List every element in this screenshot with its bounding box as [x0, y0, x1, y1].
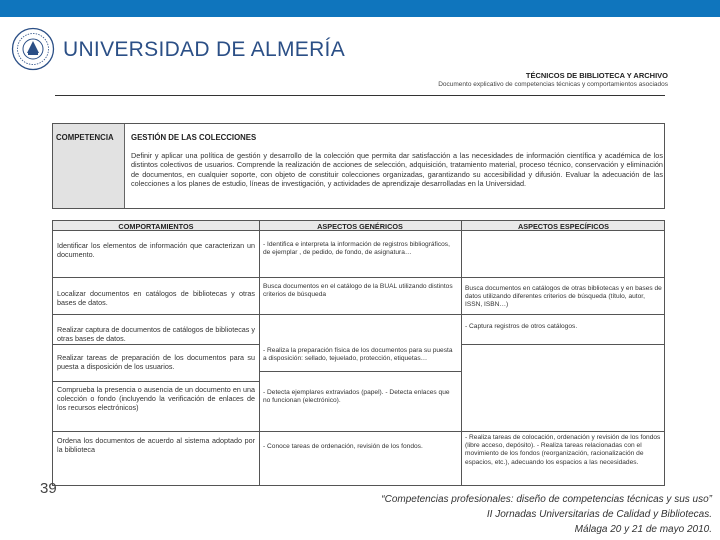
- generic-aspect-cell: - Detecta ejemplares extraviados (papel). - Detecta enlaces que no funcionan (electrónico).: [263, 389, 450, 405]
- behaviour-cell: Realizar tareas de preparación de los documentos para su puesta a disposición de los usuarios.: [57, 353, 255, 371]
- behaviours-table: [52, 220, 665, 486]
- competence-description: Definir y aplicar una política de gestión y desarrollo de la colección que permita dar satisfacción a las necesidades de información científica y académica de los distintos colectivos de usuarios. Comprende la realización de acciones de selección, adquisición, tratamiento material, proceso técnico, conservación y eliminación de documentos, en cualquier soporte, con objeto de constituir colecciones organizadas, garantizando su accesibilidad y difusión. Evaluar la adecuación de las colecciones a los planes de estudio, líneas de investigación, y actividades de aprendizaje desarrolladas en la Universidad.: [131, 151, 663, 188]
- competence-title: GESTIÓN DE LAS COLECCIONES: [131, 133, 257, 142]
- specific-aspect-cell: [465, 351, 663, 381]
- generic-aspect-cell: - Conoce tareas de ordenación, revisión de los fondos.: [263, 443, 423, 450]
- specific-aspect-cell: - Realiza tareas de colocación, ordenación y revisión de los fondos (libre acceso, depósito). - Realiza tareas relacionadas con el movimiento de los fondos (reorganización, racionalización de espacios, etc.), adecuando los espacios a las necesidades.: [465, 434, 661, 466]
- row-divider: [53, 381, 259, 382]
- behaviour-cell: Ordena los documentos de acuerdo al sistema adoptado por la biblioteca: [57, 436, 255, 454]
- behaviour-cell: Identificar los elementos de información que caracterizan un documento.: [57, 241, 255, 259]
- row-divider: [53, 277, 665, 278]
- competence-label-cell: [53, 124, 125, 208]
- footer-line: Málaga 20 y 21 de mayo 2010.: [574, 524, 712, 535]
- document-header-subtitle: Documento explicativo de competencias técnicas y comportamientos asociados: [438, 81, 668, 88]
- specific-aspect-cell: Busca documentos en catálogos de otras bibliotecas y en bases de datos utilizando diferentes criterios de búsqueda (título, autor, ISSN, ISBN…): [465, 285, 662, 309]
- document-header-title: TÉCNICOS DE BIBLIOTECA Y ARCHIVO: [525, 71, 668, 80]
- university-seal-icon: [11, 27, 55, 71]
- specific-aspect-cell: [465, 241, 663, 275]
- competence-label: COMPETENCIA: [56, 133, 114, 142]
- generic-aspect-cell: - Identifica e interpreta la información de registros bibliográficos, de ejemplar , de pedido, de fondo, de asignatura…: [263, 241, 450, 257]
- generic-aspect-cell: [263, 325, 457, 343]
- header-generic: ASPECTOS GENÉRICOS: [317, 222, 403, 231]
- column-divider: [259, 221, 260, 485]
- column-divider: [461, 221, 462, 485]
- generic-aspect-cell: - Realiza la preparación física de los documentos para su puesta a disposición: sellado, tejuelado, protección, etiquetas…: [263, 347, 453, 363]
- header-divider: [55, 95, 665, 96]
- generic-aspect-cell: Busca documentos en el catálogo de la BUAL utilizando distintos criterios de búsqueda: [263, 283, 453, 299]
- top-color-bar: [0, 0, 720, 17]
- row-divider: [461, 344, 665, 345]
- specific-aspect-cell: - Captura registros de otros catálogos.: [465, 323, 578, 330]
- row-divider: [53, 314, 665, 315]
- header-behaviours: COMPORTAMIENTOS: [118, 222, 194, 231]
- footer-line: II Jornadas Universitarias de Calidad y Bibliotecas.: [486, 509, 712, 520]
- university-name: UNIVERSIDAD DE ALMERÍA: [63, 38, 345, 61]
- footer-citation: [381, 492, 712, 537]
- specific-aspect-cell: [465, 386, 663, 426]
- behaviour-cell: Localizar documentos en catálogos de bibliotecas y otras bases de datos.: [57, 289, 255, 307]
- page-number: 39: [40, 480, 57, 497]
- header-specific: ASPECTOS ESPECÍFICOS: [517, 222, 610, 231]
- footer-line: “Competencias profesionales: diseño de competencias técnicas y sus uso”: [381, 494, 712, 505]
- row-divider: [53, 344, 259, 345]
- competence-box: [52, 123, 665, 209]
- behaviour-cell: Comprueba la presencia o ausencia de un documento en una colección o fondo (incluyendo la verificación de enlaces de los recursos electrónicos): [57, 385, 255, 412]
- row-divider: [53, 431, 665, 432]
- behaviour-cell: Realizar captura de documentos de catálogos de bibliotecas y otras bases de datos.: [57, 325, 255, 343]
